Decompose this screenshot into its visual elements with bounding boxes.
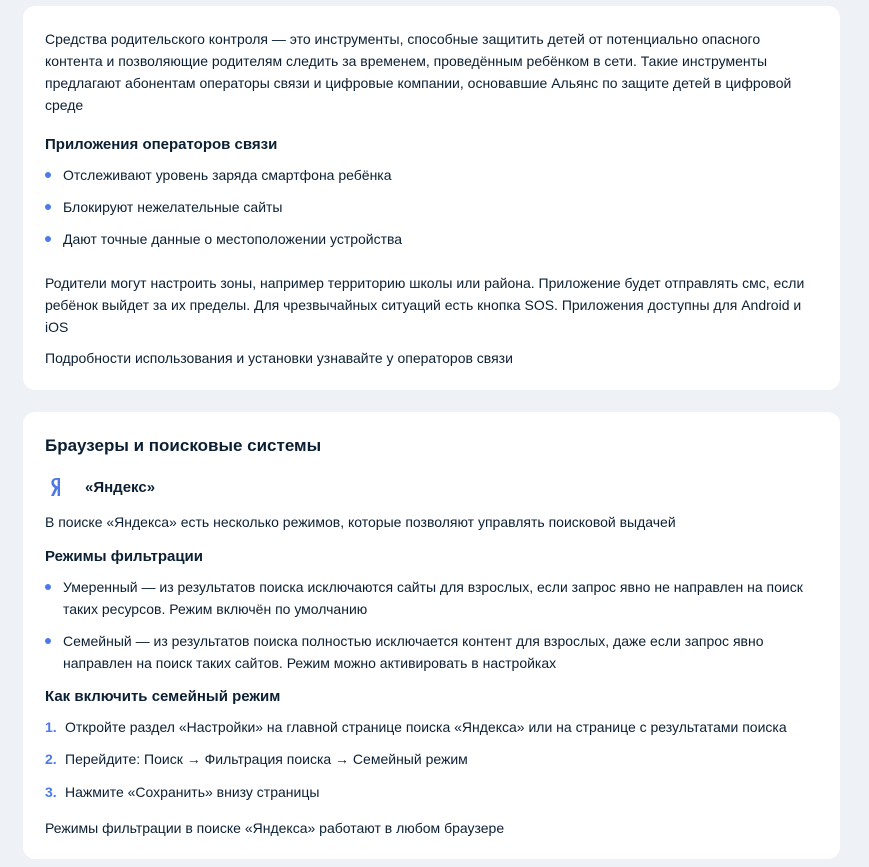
list-item — [45, 576, 818, 620]
bullet-dot-icon — [45, 236, 51, 242]
step-item — [45, 716, 818, 738]
search-intro-paragraph: В поиске «Яндекса» есть несколько режимов, которые позволяют управлять поисковой выдачей — [45, 514, 676, 530]
intro-paragraph: Средства родительского контроля — это инструменты, способные защитить детей от потенциально опасного контента и позволяющие родителям следить за временем, проведённым ребёнком в сети. Такие инструменты предлагают абонентам операторы связи и цифровые компании, основавшие Альянс по защите детей в цифровой среде — [45, 31, 792, 113]
zones-paragraph: Родители могут настроить зоны, например территорию школы или района. Приложение будет отправлять смс, если ребёнок выйдет за их пределы. Для чрезвычайных ситуаций есть кнопка SOS. Приложения доступны для Android и iOS — [45, 275, 805, 335]
bullet-dot-icon — [45, 204, 51, 210]
list-item — [45, 164, 818, 186]
section-heading-operators: Приложения операторов связи — [45, 136, 278, 153]
list-item-text: Дают точные данные о местоположении устройства — [63, 231, 403, 247]
details-paragraph: Подробности использования и установки узнавайте у операторов связи — [45, 350, 513, 366]
list-item-text: Умеренный — из результатов поиска исключаются сайты для взрослых, если запрос явно не направлен на поиск таких ресурсов. Режим включён по умолчанию — [63, 579, 803, 617]
card-title: Браузеры и поисковые системы — [45, 436, 322, 455]
step-text: Откройте раздел «Настройки» на главной странице поиска «Яндекса» или на странице с результатами поиска — [65, 719, 787, 735]
step-number: 1. — [45, 719, 57, 735]
section-heading-howto: Как включить семейный режим — [45, 688, 281, 705]
list-item-text: Отслеживают уровень заряда смартфона ребёнка — [63, 167, 392, 183]
bullet-dot-icon — [45, 584, 51, 590]
list-item — [45, 196, 818, 218]
section-heading-filter: Режимы фильтрации — [45, 548, 203, 565]
step-text: Перейдите: Поиск → Фильтрация поиска → Семейный режим — [65, 751, 468, 767]
list-item-text: Семейный — из результатов поиска полностью исключается контент для взрослых, даже если запрос явно направлен на поиск таких сайтов. Режим можно активировать в настройках — [63, 633, 764, 671]
yandex-logo-icon — [45, 475, 69, 499]
step-number: 3. — [45, 784, 57, 800]
parental-control-card — [23, 6, 840, 390]
step-item — [45, 748, 818, 770]
list-item — [45, 228, 818, 250]
list-item-text: Блокируют нежелательные сайты — [63, 199, 283, 215]
footer-paragraph: Режимы фильтрации в поиске «Яндекса» работают в любом браузере — [45, 820, 505, 836]
brand-row — [45, 475, 155, 499]
list-item — [45, 630, 818, 674]
brand-name: «Яндекс» — [85, 478, 156, 496]
bullet-dot-icon — [45, 172, 51, 178]
step-number: 2. — [45, 751, 57, 767]
bullet-dot-icon — [45, 638, 51, 644]
browsers-search-card — [23, 412, 840, 859]
step-text: Нажмите «Сохранить» внизу страницы — [65, 784, 320, 800]
step-item — [45, 781, 818, 803]
